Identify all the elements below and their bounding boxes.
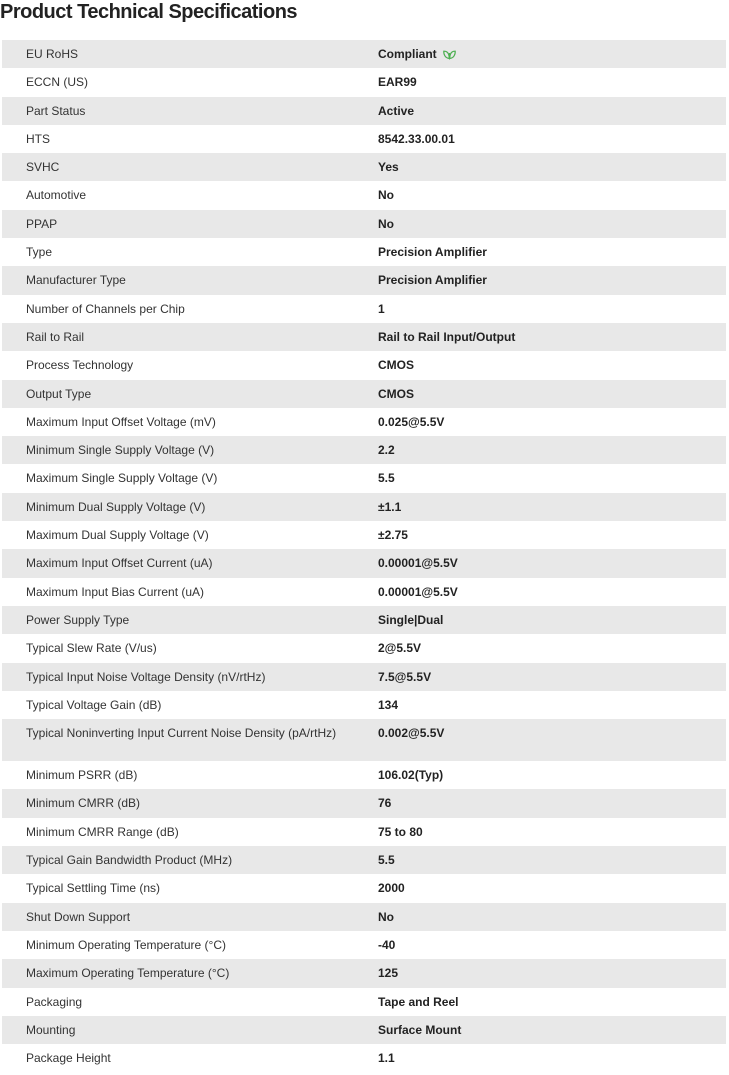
spec-value [354,266,726,294]
spec-row [2,691,726,719]
spec-label: Typical Slew Rate (V/us) [26,641,157,656]
spec-label: Typical Voltage Gain (dB) [26,697,162,712]
spec-value [354,493,726,521]
spec-row [2,493,726,521]
spec-label: Power Supply Type [26,612,130,627]
spec-value-text: 5.5 [378,853,395,868]
spec-value-text: 5.5 [378,471,395,486]
spec-value-text: 125 [378,966,399,981]
spec-value-text: Yes [378,160,399,175]
spec-label: Maximum Input Bias Current (uA) [26,584,205,599]
spec-value [354,1044,726,1072]
spec-value-text: 0.00001@5.5V [378,584,458,599]
spec-row [2,761,726,789]
spec-value-text: -40 [378,937,396,952]
spec-row [2,578,726,606]
spec-row [2,719,726,761]
spec-label: Minimum CMRR (dB) [26,796,140,811]
page-title: Product Technical Specifications [0,1,298,23]
spec-value-text: Tape and Reel [378,994,459,1009]
spec-label: Minimum Operating Temperature (°C) [26,937,226,952]
spec-label: Typical Input Noise Voltage Density (nV/rtHz) [26,669,266,684]
spec-value [354,210,726,238]
spec-value [354,691,726,719]
spec-value-text: Rail to Rail Input/Output [378,329,516,344]
spec-value [354,436,726,464]
spec-value-text: 2@5.5V [378,641,422,656]
spec-value-text: ±2.75 [378,528,408,543]
spec-label: EU RoHS [26,47,79,61]
spec-label: Typical Settling Time (ns) [26,881,161,896]
spec-row [2,1016,726,1044]
spec-value [354,40,726,68]
spec-value [354,606,726,634]
spec-label: Package Height [26,1051,111,1066]
spec-value [354,125,726,153]
spec-value [354,578,726,606]
spec-label: Maximum Input Offset Current (uA) [26,556,213,571]
spec-value [354,408,726,436]
spec-label: HTS [26,131,50,146]
spec-value-text: Precision Amplifier [378,273,487,288]
spec-label: Number of Channels per Chip [26,301,185,316]
spec-value [354,380,726,408]
spec-value-text: 75 to 80 [378,824,423,839]
spec-label: Manufacturer Type [26,273,126,288]
spec-label: Typical Noninverting Input Current Noise Density (pA/rtHz) [26,726,337,741]
spec-label: Minimum Single Supply Voltage (V) [26,443,215,458]
spec-label: Packaging [26,994,83,1009]
spec-row [2,606,726,634]
spec-label: SVHC [26,160,60,175]
spec-value [354,959,726,987]
spec-row [2,959,726,987]
spec-label: Typical Gain Bandwidth Product (MHz) [26,853,233,868]
spec-value-text: 0.025@5.5V [378,414,445,429]
spec-value [354,549,726,577]
spec-row [2,903,726,931]
spec-row [2,818,726,846]
spec-row [2,789,726,817]
spec-row [2,266,726,294]
spec-value [354,1016,726,1044]
spec-label: Mounting [26,1022,76,1037]
spec-value-text: 2.2 [378,443,395,458]
spec-label: ECCN (US) [26,75,88,90]
spec-label: PPAP [26,216,58,231]
spec-value-text: Surface Mount [378,1022,462,1037]
spec-label: Minimum Dual Supply Voltage (V) [26,499,206,514]
spec-row [2,521,726,549]
spec-value [354,874,726,902]
spec-value-text: ±1.1 [378,499,402,514]
spec-row [2,125,726,153]
spec-value [354,846,726,874]
spec-value [354,181,726,209]
spec-value-text: CMOS [378,358,414,373]
spec-row [2,351,726,379]
spec-value-text: Single|Dual [378,612,444,627]
spec-value-text: Compliant [378,47,437,61]
spec-label: Shut Down Support [26,909,131,924]
leaf-icon [443,48,456,60]
spec-value-text: 76 [378,796,392,811]
spec-value [354,153,726,181]
spec-value [354,238,726,266]
spec-label: Minimum CMRR Range (dB) [26,824,179,839]
spec-label: Output Type [26,386,92,401]
spec-value-text: Active [378,103,415,118]
spec-row [2,210,726,238]
spec-value [354,663,726,691]
spec-row [2,153,726,181]
spec-row [2,931,726,959]
spec-value-text: No [378,188,394,203]
spec-row [2,97,726,125]
spec-value-text: 7.5@5.5V [378,669,432,684]
spec-label: Part Status [26,103,86,118]
spec-label: Maximum Operating Temperature (°C) [26,966,230,981]
spec-row [2,181,726,209]
spec-label: Process Technology [26,358,134,373]
spec-value-text: 0.00001@5.5V [378,556,458,571]
spec-label: Maximum Dual Supply Voltage (V) [26,528,209,543]
spec-value [354,931,726,959]
spec-value [354,464,726,492]
spec-row [2,663,726,691]
spec-value [354,818,726,846]
spec-row [2,549,726,577]
spec-label: Minimum PSRR (dB) [26,768,138,783]
spec-value [354,295,726,323]
spec-row [2,846,726,874]
spec-value-text: 106.02(Typ) [378,768,444,783]
spec-value-text: EAR99 [378,75,417,90]
spec-value [354,988,726,1016]
spec-label: Type [26,245,53,260]
spec-value [354,351,726,379]
spec-value-text: 8542.33.00.01 [378,131,455,146]
spec-row [2,295,726,323]
spec-value [354,521,726,549]
spec-value [354,903,726,931]
spec-row [2,68,726,96]
spec-row [2,874,726,902]
spec-value [354,97,726,125]
spec-value [354,789,726,817]
spec-row [2,988,726,1016]
spec-value [354,719,726,761]
spec-row [2,634,726,662]
spec-label: Maximum Single Supply Voltage (V) [26,471,218,486]
spec-label: Automotive [26,188,87,203]
spec-label: Maximum Input Offset Voltage (mV) [26,414,216,429]
spec-table [2,40,726,1072]
spec-value-text: 134 [378,697,399,712]
spec-value-text: Precision Amplifier [378,245,487,260]
spec-value-text: 1.1 [378,1051,395,1066]
spec-row [2,1044,726,1072]
spec-table-body [2,40,726,1072]
spec-value [354,634,726,662]
spec-value-text: No [378,216,394,231]
spec-value-text: No [378,909,394,924]
spec-row [2,464,726,492]
spec-row [2,40,726,68]
spec-value-text: CMOS [378,386,414,401]
spec-value-text: 0.002@5.5V [378,726,445,741]
spec-row [2,380,726,408]
spec-value [354,68,726,96]
spec-value-text: 1 [378,301,385,316]
spec-row [2,323,726,351]
spec-value-text: 2000 [378,881,405,896]
spec-value [354,323,726,351]
spec-row [2,238,726,266]
spec-row [2,436,726,464]
spec-label: Rail to Rail [26,329,85,344]
spec-row [2,408,726,436]
spec-value [354,761,726,789]
